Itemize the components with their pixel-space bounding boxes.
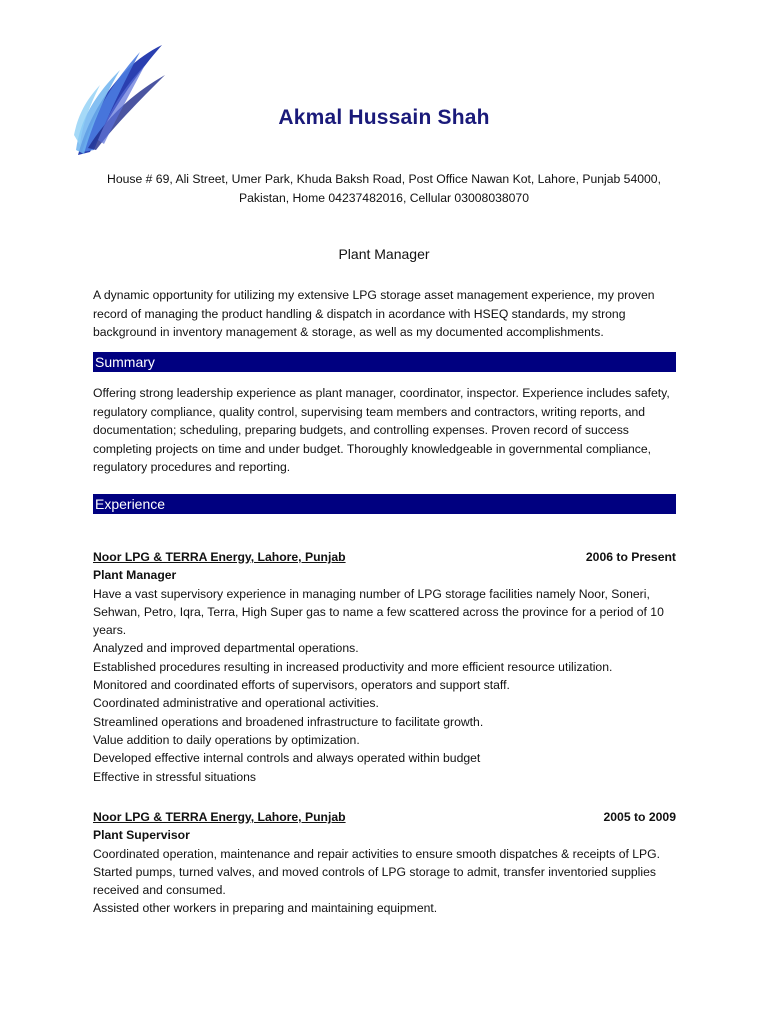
objective-text: A dynamic opportunity for utilizing my extensive LPG storage asset management experience, my proven record of managing the product handling & dispatch in acordance with HSEQ standards, my strong background in inventory management & storage, as well as my documented accomplishments.: [93, 288, 655, 339]
job-duty: Developed effective internal controls and always operated within budget: [93, 751, 481, 766]
job-duty: Assisted other workers in preparing and maintaining equipment.: [93, 901, 438, 916]
job-duty: Effective in stressful situations: [93, 769, 257, 784]
job-header: [93, 548, 676, 566]
job-duty: Established procedures resulting in increased productivity and more efficient resource utilization.: [93, 659, 613, 674]
job-duty: Analyzed and improved departmental operations.: [93, 641, 359, 656]
job-duty: Value addition to daily operations by optimization.: [93, 732, 360, 747]
job-entry: [93, 808, 676, 918]
job-employer: Noor LPG & TERRA Energy, Lahore, Punjab: [93, 810, 346, 824]
summary-text: Offering strong leadership experience as plant manager, coordinator, inspector. Experience includes safety, regulatory compliance, quality control, supervising team members and contractors, writing reports, and documentation; scheduling, preparing budgets, and controlling expenses. Proven record of success completing projects on time and under budget. Thoroughly knowledgeable in governmental compliance, regulatory procedures and reporting.: [93, 386, 670, 474]
job-employer: Noor LPG & TERRA Energy, Lahore, Punjab: [93, 550, 346, 564]
job-duty: Streamlined operations and broadened infrastructure to facilitate growth.: [93, 714, 484, 729]
job-duty: Coordinated administrative and operational activities.: [93, 696, 379, 711]
summary-heading: Summary: [93, 352, 676, 372]
job-dates: 2006 to Present: [585, 550, 676, 564]
job-dates: 2005 to 2009: [603, 810, 676, 824]
contact-address: House # 69, Ali Street, Umer Park, Khuda Baksh Road, Post Office Nawan Kot, Lahore, Punjab 54000, Pakistan, Home 04237482016, Cellular 03008038070: [107, 172, 661, 205]
job-duty: Coordinated operation, maintenance and repair activities to ensure smooth dispatches & receipts of LPG.: [93, 846, 661, 861]
experience-heading: Experience: [93, 494, 676, 514]
job-title: Plant Manager: [93, 568, 177, 583]
job-entry: [93, 548, 676, 786]
blue-swoosh-logo-icon: [70, 40, 170, 160]
job-title: Plant Supervisor: [93, 828, 190, 843]
objective-title: Plant Manager: [338, 246, 430, 262]
job-duty: Started pumps, turned valves, and moved controls of LPG storage to admit, transfer inventoried supplies received and consumed.: [93, 864, 656, 898]
job-duty: Have a vast supervisory experience in managing number of LPG storage facilities namely Noor, Soneri, Sehwan, Petro, Iqra, Terra, High Super gas to name a few scattered across the province for a period of 10 years.: [93, 586, 664, 638]
job-header: [93, 808, 676, 826]
job-duty: Monitored and coordinated efforts of supervisors, operators and support staff.: [93, 678, 510, 693]
candidate-name: Akmal Hussain Shah: [278, 106, 490, 129]
